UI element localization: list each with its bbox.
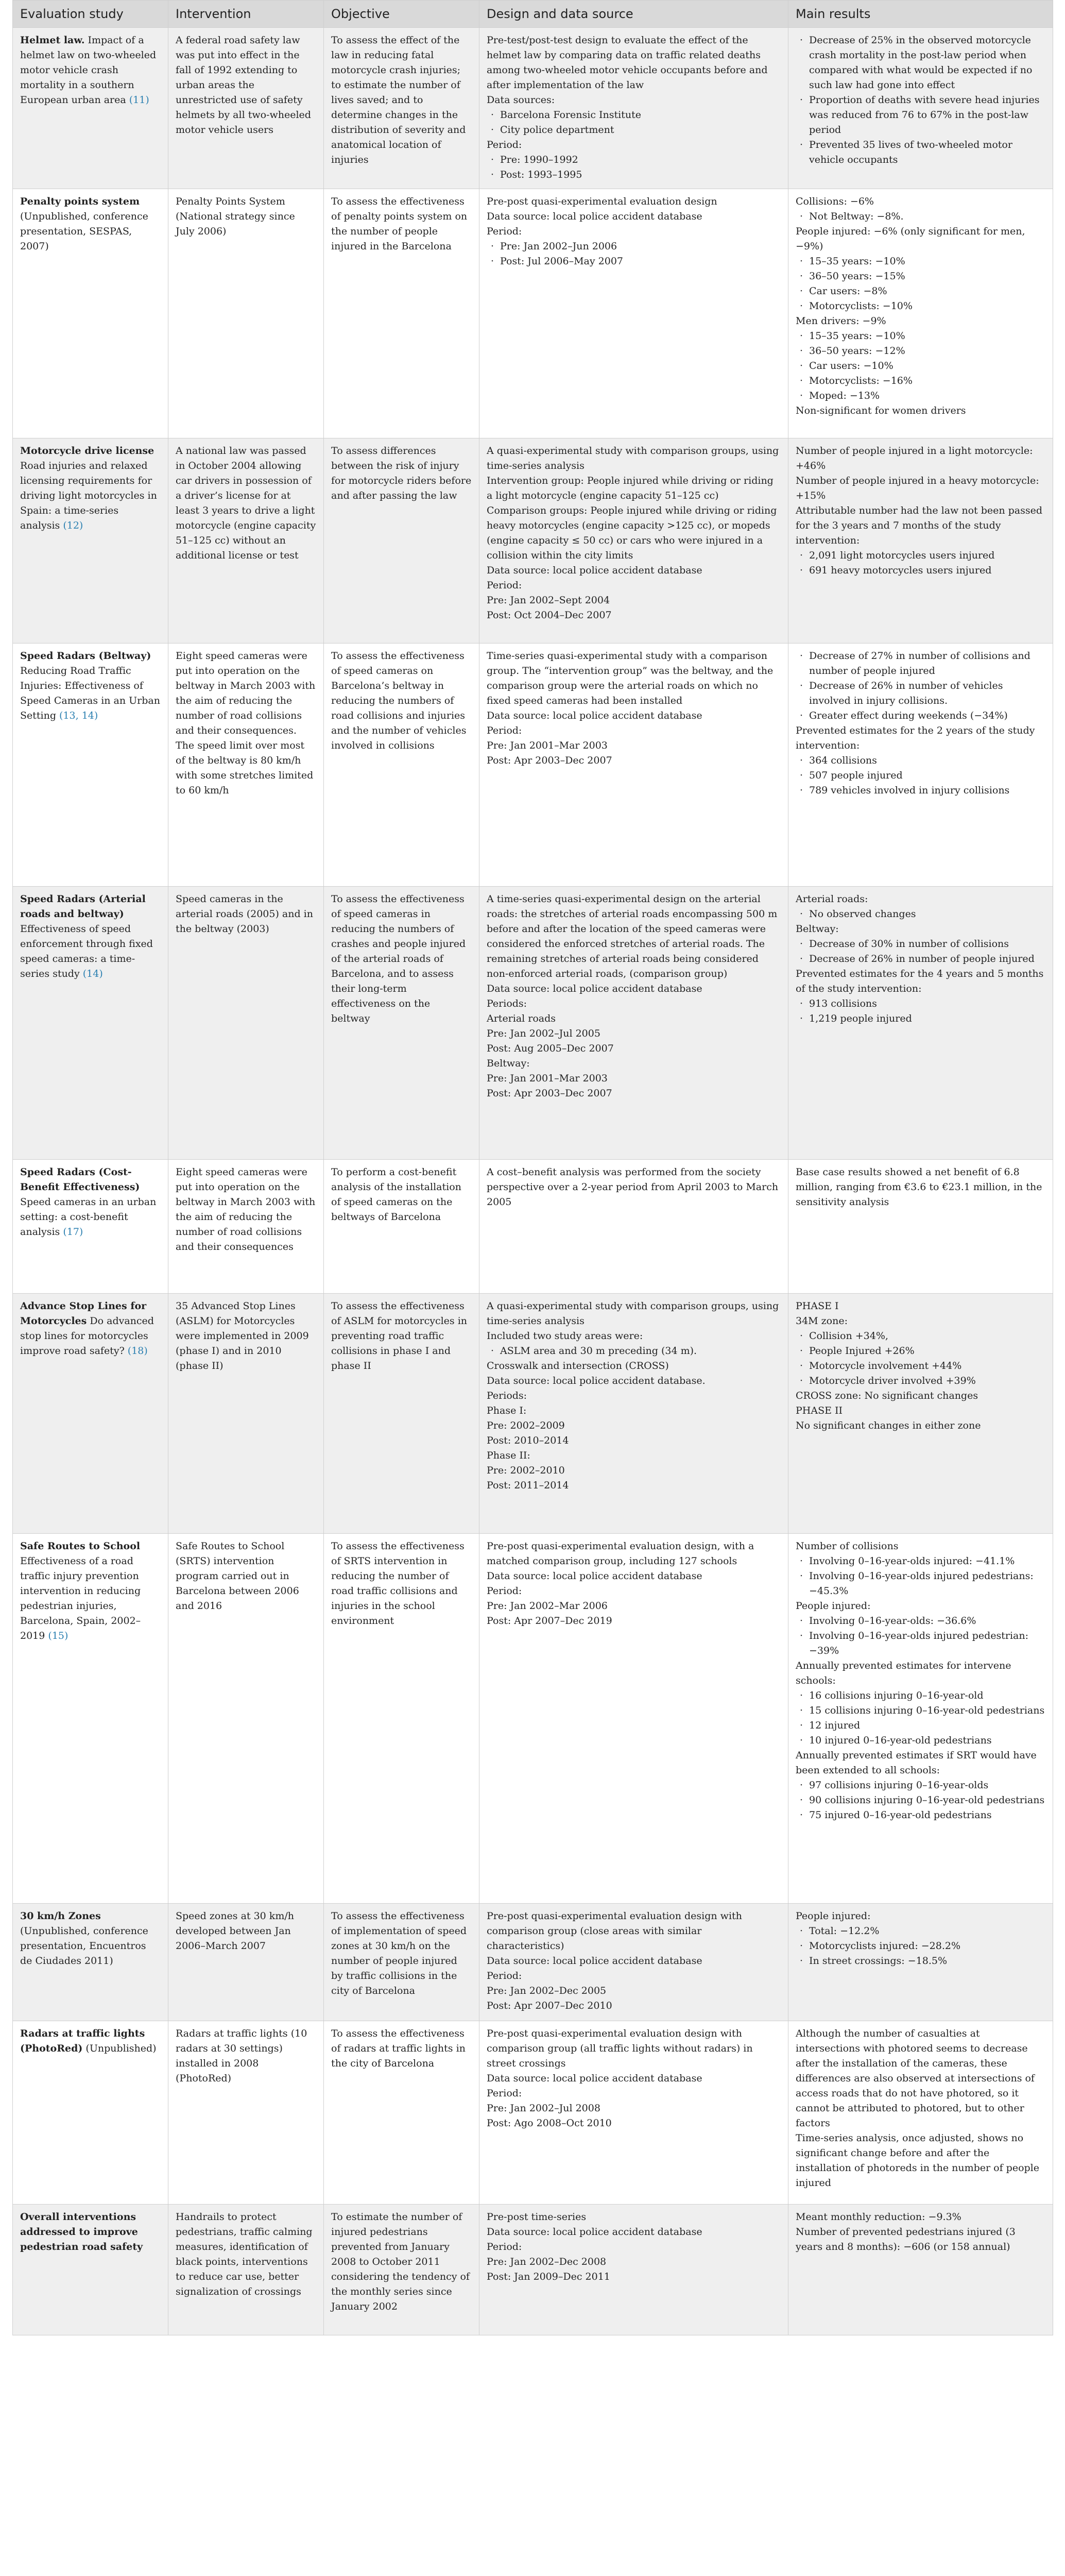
result-line: Time-series analysis, once adjusted, shows no significant change before and after the installation of photoreds in the number of people injured (796, 2132, 1040, 2189)
cell-evaluation-study (13, 2205, 168, 2335)
result-bullet: · Decrease of 26% in number of vehicles involved in injury collisions. (796, 679, 1045, 708)
result-line: Non-significant for women drivers (796, 405, 966, 416)
header-row (13, 1, 1053, 28)
result-bullet: · 15–35 years: −10% (796, 254, 1045, 269)
result-bullet: · Total: −12.2% (796, 1924, 1045, 1939)
result-bullet: · Motorcyclists injured: −28.2% (796, 1939, 1045, 1954)
cell-evaluation-study (13, 887, 168, 1160)
result-bullet: · Involving 0–16-year-olds injured: −41.1% (796, 1554, 1045, 1569)
result-bullet: · Decrease of 25% in the observed motorcycle crash mortality in the post-law period when compared with what would be expected if no such law had gone into effect (796, 33, 1045, 93)
design-line: Pre: Jan 2002–Sept 2004 (487, 595, 610, 606)
design-line: Post: Apr 2007–Dec 2019 (487, 1615, 612, 1626)
design-line: Data source: local police accident database (487, 710, 702, 721)
design-line: Period: (487, 2088, 522, 2099)
cell-objective: To assess the effectiveness of implementation of speed zones at 30 km/h on the number of people injured by traffic collisions in the city of Barcelona (324, 1904, 479, 2021)
design-line: Period: (487, 1585, 522, 1597)
table-body (13, 28, 1053, 2335)
study-subtitle: Road injuries and relaxed licensing requirements for driving light motorcycles in Spain: a time-series analysis (20, 460, 157, 531)
reference-link: (11) (129, 94, 149, 106)
result-line: Annually prevented estimates if SRT would have been extended to all schools: (796, 1750, 1037, 1776)
cell-intervention: Eight speed cameras were put into operation on the beltway in March 2003 with the aim of reducing the number of road collisions and their consequences. The speed limit over most of the beltway is 80 km/h with some stretches limited to 60 km/h (168, 643, 324, 887)
result-bullet: · 12 injured (796, 1718, 1045, 1733)
result-bullet: · 75 injured 0–16-year-old pedestrians (796, 1808, 1045, 1823)
result-line: Annually prevented estimates for intervene schools: (796, 1660, 1011, 1686)
result-bullet: · 97 collisions injuring 0–16-year-olds (796, 1778, 1045, 1793)
cell-design (479, 28, 788, 189)
result-bullet: · Involving 0–16-year-olds injured pedestrians: −45.3% (796, 1569, 1045, 1599)
design-line: A quasi-experimental study with comparison groups, using time-series analysis (487, 445, 779, 471)
design-bullet: · Barcelona Forensic Institute (487, 108, 781, 123)
result-line: Number of people injured in a light motorcycle: +46% (796, 445, 1033, 471)
reference-link: (13, 14) (59, 710, 98, 721)
result-bullet: · Involving 0–16-year-olds injured pedestrian: −39% (796, 1629, 1045, 1658)
result-bullet: · Motorcyclists: −10% (796, 299, 1045, 314)
table-row (13, 2021, 1053, 2205)
cell-main-results (788, 1294, 1053, 1534)
result-bullet: · Decrease of 26% in number of people injured (796, 952, 1045, 967)
cell-objective: To assess the effectiveness of ASLM for motorcycles in preventing road traffic collisions in phase I and phase II (324, 1294, 479, 1534)
result-line: Prevented estimates for the 4 years and 5 months of the study intervention: (796, 968, 1044, 994)
result-line: Although the number of casualties at intersections with photored seems to decrease after the installation of the cameras, these differences are also observed at intersections of access roads that do not have photored, so it cannot be attributed to photored, but to other factors (796, 2028, 1035, 2129)
table-row (13, 438, 1053, 643)
design-bullet: · Pre: 1990–1992 (487, 152, 781, 167)
cell-intervention: Penalty Points System (National strategy since July 2006) (168, 189, 324, 438)
cell-objective: To assess the effectiveness of penalty points system on the number of people injured in the Barcelona (324, 189, 479, 438)
result-line: Number of prevented pedestrians injured (3 years and 8 months): −606 (or 158 annual) (796, 2226, 1016, 2252)
result-bullet: · Decrease of 30% in number of collisions (796, 937, 1045, 952)
design-line: Data source: local police accident database (487, 983, 702, 994)
result-bullet: · 36–50 years: −12% (796, 344, 1045, 359)
result-bullet: · No observed changes (796, 907, 1045, 922)
design-line: Pre-post quasi-experimental evaluation design with comparison group (all traffic lights without radars) in street crossings (487, 2028, 753, 2069)
header-objective: Objective (324, 1, 479, 28)
design-line: Pre: Jan 2002–Dec 2008 (487, 2256, 607, 2267)
result-bullet: · 15 collisions injuring 0–16-year-old pedestrians (796, 1703, 1045, 1718)
table-row (13, 2205, 1053, 2335)
study-title: Speed Radars (Arterial roads and beltway) (20, 893, 146, 920)
design-line: Data source: local police accident database. (487, 1375, 706, 1386)
design-line: Beltway: (487, 1058, 530, 1069)
reference-link: (18) (127, 1345, 148, 1357)
cell-objective: To assess the effectiveness of speed cameras in reducing the numbers of crashes and people injured of the arterial roads of Barcelona, and to assess their long-term effectiveness on the beltway (324, 887, 479, 1160)
design-line: Data source: local police accident database (487, 2073, 702, 2084)
design-line: Post: Ago 2008–Oct 2010 (487, 2117, 612, 2129)
design-bullet: · City police department (487, 123, 781, 138)
cell-objective: To estimate the number of injured pedestrians prevented from January 2008 to October 2011 considering the tendency of the monthly series since January 2002 (324, 2205, 479, 2335)
cell-objective: To assess the effectiveness of radars at traffic lights in the city of Barcelona (324, 2021, 479, 2205)
result-line: PHASE II (796, 1405, 843, 1416)
design-bullet: · ASLM area and 30 m preceding (34 m). (487, 1344, 781, 1359)
design-line: Arterial roads (487, 1013, 556, 1024)
table-row (13, 1294, 1053, 1534)
design-bullet: · Post: 1993–1995 (487, 167, 781, 182)
study-subtitle: Effectiveness of speed enforcement through fixed speed cameras: a time-series study (20, 923, 153, 979)
cell-intervention: Speed zones at 30 km/h developed between Jan 2006–March 2007 (168, 1904, 324, 2021)
study-subtitle: Do advanced stop lines for motorcycles improve road safety? (20, 1315, 154, 1357)
cell-main-results (788, 28, 1053, 189)
design-line: A cost–benefit analysis was performed from the society perspective over a 2-year period from April 2003 to March 2005 (487, 1166, 779, 1208)
design-line: Pre-post time-series (487, 2211, 587, 2223)
result-bullet: · 90 collisions injuring 0–16-year-old pedestrians (796, 1793, 1045, 1808)
cell-objective: To assess differences between the risk of injury for motorcycle riders before and after passing the law (324, 438, 479, 643)
table-row (13, 189, 1053, 438)
design-line: Post: Apr 2003–Dec 2007 (487, 755, 612, 766)
cell-design (479, 2021, 788, 2205)
design-line: Post: 2010–2014 (487, 1435, 569, 1446)
cell-design (479, 643, 788, 887)
result-bullet: · Proportion of deaths with severe head injuries was reduced from 76 to 67% in the post-law period (796, 93, 1045, 138)
header-design: Design and data source (479, 1, 788, 28)
design-line: Data source: local police accident database (487, 1570, 702, 1582)
cell-main-results (788, 1904, 1053, 2021)
design-bullet: · Post: Jul 2006–May 2007 (487, 254, 781, 269)
design-line: Period: (487, 1970, 522, 1981)
cell-design (479, 1160, 788, 1294)
result-line: Attributable number had the law not been passed for the 3 years and 7 months of the study intervention: (796, 505, 1043, 546)
cell-evaluation-study (13, 1160, 168, 1294)
result-line: Arterial roads: (796, 893, 868, 905)
design-line: Phase I: (487, 1405, 527, 1416)
cell-evaluation-study (13, 1294, 168, 1534)
reference-link: (14) (82, 968, 103, 979)
result-line: Base case results showed a net benefit of 6.8 million, ranging from €3.6 to €23.1 million, in the sensitivity analysis (796, 1166, 1042, 1208)
design-line: Data source: local police accident database (487, 565, 702, 576)
result-bullet: · Motorcyclists: −16% (796, 374, 1045, 388)
result-bullet: · Involving 0–16-year-olds: −36.6% (796, 1614, 1045, 1629)
result-line: Number of people injured in a heavy motorcycle: +15% (796, 475, 1039, 501)
cell-main-results (788, 189, 1053, 438)
header-intervention: Intervention (168, 1, 324, 28)
evaluation-table (12, 0, 1053, 2335)
cell-design (479, 1294, 788, 1534)
design-line: Pre: Jan 2001–Mar 2003 (487, 1073, 608, 1084)
design-line: Post: Apr 2007–Dec 2010 (487, 2000, 612, 2011)
result-bullet: · In street crossings: −18.5% (796, 1954, 1045, 1969)
cell-objective: To assess the effectiveness of speed cameras on Barcelona’s beltway in reducing the numbers of road collisions and injuries and the number of vehicles involved in collisions (324, 643, 479, 887)
design-line: Data sources: (487, 94, 555, 106)
result-bullet: · 913 collisions (796, 996, 1045, 1011)
design-bullet: · Pre: Jan 2002–Jun 2006 (487, 239, 781, 254)
result-bullet: · Car users: −8% (796, 284, 1045, 299)
design-line: Included two study areas were: (487, 1330, 643, 1342)
study-title: Speed Radars (Beltway) (20, 650, 151, 662)
cell-evaluation-study (13, 1534, 168, 1904)
result-bullet: · Car users: −10% (796, 359, 1045, 374)
cell-intervention: Radars at traffic lights (10 radars at 30 settings) installed in 2008 (PhotoRed) (168, 2021, 324, 2205)
table-row (13, 887, 1053, 1160)
cell-design (479, 1904, 788, 2021)
design-line: Periods: (487, 1390, 527, 1401)
design-line: Data source: local police accident database (487, 1955, 702, 1967)
study-title: Motorcycle drive license (20, 445, 154, 456)
study-title: Penalty points system (20, 196, 140, 207)
design-line: Period: (487, 580, 522, 591)
cell-evaluation-study (13, 189, 168, 438)
study-subtitle: Impact of a helmet law on two-wheeled motor vehicle crash mortality in a southern European urban area (20, 35, 157, 106)
design-line: A time-series quasi-experimental design on the arterial roads: the stretches of arterial roads encompassing 500 m before and after the location of the speed cameras were considered the enforced stretches of arterial roads. The remaining stretches of arterial roads being considered non-enforced arterial roads, (comparison group) (487, 893, 778, 979)
study-subtitle: Reducing Road Traffic Injuries: Effectiveness of Speed Cameras in an Urban Setting (20, 665, 160, 721)
result-bullet: · 15–35 years: −10% (796, 329, 1045, 344)
design-line: Comparison groups: People injured while driving or riding heavy motorcycles (engine capacity >125 cc), or mopeds (engine capacity ≤ 50 cc) or cars who were injured in a collision within the city limits (487, 505, 777, 561)
design-line: Pre-test/post-test design to evaluate the effect of the helmet law by comparing data on traffic related deaths among two-wheeled motor vehicle occupants before and after implementation of the law (487, 35, 768, 91)
result-bullet: · 16 collisions injuring 0–16-year-old (796, 1688, 1045, 1703)
study-subtitle: (Unpublished, conference presentation, Encuentros de Ciudades 2011) (20, 1925, 148, 1967)
study-subtitle: (Unpublished, conference presentation, SESPAS, 2007) (20, 211, 148, 252)
design-line: Data source: local police accident database (487, 2226, 702, 2238)
cell-intervention: Safe Routes to School (SRTS) intervention program carried out in Barcelona between 2006 and 2016 (168, 1534, 324, 1904)
result-bullet: · 2,091 light motorcycles users injured (796, 548, 1045, 563)
design-line: Period: (487, 2241, 522, 2252)
result-line: No significant changes in either zone (796, 1420, 981, 1431)
result-line: People injured: −6% (only significant for men, −9%) (796, 226, 1025, 252)
table-row (13, 1160, 1053, 1294)
cell-main-results (788, 438, 1053, 643)
result-line: Beltway: (796, 923, 839, 935)
result-line: CROSS zone: No significant changes (796, 1390, 978, 1401)
design-line: Phase II: (487, 1450, 530, 1461)
cell-intervention: Speed cameras in the arterial roads (2005) and in the beltway (2003) (168, 887, 324, 1160)
cell-evaluation-study (13, 438, 168, 643)
cell-main-results (788, 1534, 1053, 1904)
study-subtitle: (Unpublished) (82, 2043, 157, 2054)
result-line: Meant monthly reduction: −9.3% (796, 2211, 961, 2223)
result-bullet: · Not Beltway: −8%. (796, 209, 1045, 224)
study-title: Overall interventions addressed to improve pedestrian road safety (20, 2211, 143, 2252)
design-line: Pre-post quasi-experimental evaluation design (487, 196, 717, 207)
result-line: PHASE I (796, 1300, 839, 1312)
design-line: Post: Jan 2009–Dec 2011 (487, 2271, 610, 2282)
design-line: Period: (487, 725, 522, 736)
cell-objective: To assess the effect of the law in reducing fatal motorcycle crash injuries; to estimate the number of lives saved; and to determine changes in the distribution of severity and anatomical location of injuries (324, 28, 479, 189)
result-bullet: · 507 people injured (796, 768, 1045, 783)
design-line: Pre: Jan 2001–Mar 2003 (487, 740, 608, 751)
result-bullet: · 364 collisions (796, 753, 1045, 768)
result-bullet: · Collision +34%, (796, 1329, 1045, 1344)
table-row (13, 1904, 1053, 2021)
cell-main-results (788, 2205, 1053, 2335)
design-line: Periods: (487, 998, 527, 1009)
result-bullet: · Moped: −13% (796, 388, 1045, 403)
cell-main-results (788, 887, 1053, 1160)
result-bullet: · 1,219 people injured (796, 1011, 1045, 1026)
reference-link: (15) (48, 1630, 68, 1641)
cell-objective: To assess the effectiveness of SRTS intervention in reducing the number of road traffic collisions and injuries in the school environment (324, 1534, 479, 1904)
design-line: Post: 2011–2014 (487, 1480, 569, 1491)
study-title: 30 km/h Zones (20, 1910, 101, 1922)
design-line: Pre: 2002–2010 (487, 1465, 565, 1476)
design-line: Period: (487, 139, 522, 150)
cell-design (479, 438, 788, 643)
result-line: People injured: (796, 1600, 871, 1612)
header-main-results: Main results (788, 1, 1053, 28)
header-evaluation-study: Evaluation study (13, 1, 168, 28)
design-line: Post: Aug 2005–Dec 2007 (487, 1043, 614, 1054)
study-title: Safe Routes to School (20, 1540, 141, 1552)
cell-evaluation-study (13, 643, 168, 887)
study-subtitle: Effectiveness of a road traffic injury prevention intervention in reducing pedestrian injuries, Barcelona, Spain, 2002–2019 (20, 1555, 141, 1641)
study-title: Helmet law. (20, 35, 85, 46)
result-line: 34M zone: (796, 1315, 848, 1327)
cell-main-results (788, 1160, 1053, 1294)
study-title: Speed Radars (Cost-Benefit Effectiveness) (20, 1166, 140, 1193)
cell-main-results (788, 643, 1053, 887)
design-line: Post: Oct 2004–Dec 2007 (487, 609, 612, 621)
design-line: A quasi-experimental study with comparison groups, using time-series analysis (487, 1300, 779, 1327)
cell-intervention: Handrails to protect pedestrians, traffic calming measures, identification of black points, interventions to reduce car use, better signalization of crossings (168, 2205, 324, 2335)
study-title: Advance Stop Lines for Motorcycles (20, 1300, 147, 1327)
cell-evaluation-study (13, 2021, 168, 2205)
result-bullet: · 789 vehicles involved in injury collisions (796, 783, 1045, 798)
design-line: Pre-post quasi-experimental evaluation design with comparison group (close areas with similar characteristics) (487, 1910, 742, 1952)
table-row (13, 1534, 1053, 1904)
reference-link: (12) (63, 520, 83, 531)
result-bullet: · 691 heavy motorcycles users injured (796, 563, 1045, 578)
result-line: Collisions: −6% (796, 196, 874, 207)
design-line: Pre-post quasi-experimental evaluation design, with a matched comparison group, including 127 schools (487, 1540, 754, 1567)
result-bullet: · Motorcycle involvement +44% (796, 1359, 1045, 1374)
result-bullet: · 36–50 years: −15% (796, 269, 1045, 284)
result-bullet: · 10 injured 0–16-year-old pedestrians (796, 1733, 1045, 1748)
result-bullet: · Decrease of 27% in number of collisions and number of people injured (796, 649, 1045, 679)
design-line: Pre: Jan 2002–Jul 2008 (487, 2103, 600, 2114)
cell-design (479, 1534, 788, 1904)
result-line: Men drivers: −9% (796, 315, 886, 327)
cell-intervention: 35 Advanced Stop Lines (ASLM) for Motorcycles were implemented in 2009 (phase I) and in 2010 (phase II) (168, 1294, 324, 1534)
cell-main-results (788, 2021, 1053, 2205)
design-line: Period: (487, 226, 522, 237)
result-line: Number of collisions (796, 1540, 899, 1552)
design-line: Data source: local police accident database (487, 211, 702, 222)
table-row (13, 28, 1053, 189)
design-line: Pre: 2002–2009 (487, 1420, 565, 1431)
design-line: Time-series quasi-experimental study with a comparison group. The “intervention group” was the beltway, and the comparison group were the arterial roads on which no fixed speed cameras had been installed (487, 650, 774, 706)
table-row (13, 643, 1053, 887)
result-line: People injured: (796, 1910, 871, 1922)
study-subtitle: Speed cameras in an urban setting: a cost-benefit analysis (20, 1196, 157, 1238)
result-bullet: · Prevented 35 lives of two-wheeled motor vehicle occupants (796, 138, 1045, 167)
result-bullet: · Motorcycle driver involved +39% (796, 1374, 1045, 1388)
design-line: Post: Apr 2003–Dec 2007 (487, 1088, 612, 1099)
cell-intervention: A federal road safety law was put into effect in the fall of 1992 extending to urban areas the unrestricted use of safety helmets by all two-wheeled motor vehicle users (168, 28, 324, 189)
study-title: Radars at traffic lights (PhotoRed) (20, 2028, 145, 2054)
design-line: Crosswalk and intersection (CROSS) (487, 1360, 669, 1371)
design-line: Intervention group: People injured while driving or riding a light motorcycle (engine capacity 51–125 cc) (487, 475, 774, 501)
result-bullet: · People Injured +26% (796, 1344, 1045, 1359)
cell-design (479, 2205, 788, 2335)
reference-link: (17) (63, 1226, 83, 1238)
cell-evaluation-study (13, 28, 168, 189)
design-line: Pre: Jan 2002–Mar 2006 (487, 1600, 608, 1612)
cell-evaluation-study (13, 1904, 168, 2021)
result-bullet: · Greater effect during weekends (−34%) (796, 708, 1045, 723)
cell-intervention: Eight speed cameras were put into operation on the beltway in March 2003 with the aim of reducing the number of road collisions and their consequences (168, 1160, 324, 1294)
cell-objective: To perform a cost-benefit analysis of the installation of speed cameras on the beltways of Barcelona (324, 1160, 479, 1294)
design-line: Pre: Jan 2002–Dec 2005 (487, 1985, 607, 1996)
cell-design (479, 887, 788, 1160)
cell-design (479, 189, 788, 438)
result-line: Prevented estimates for the 2 years of the study intervention: (796, 725, 1035, 751)
design-line: Pre: Jan 2002–Jul 2005 (487, 1028, 600, 1039)
cell-intervention: A national law was passed in October 2004 allowing car drivers in possession of a driver’s license for at least 3 years to drive a light motorcycle (engine capacity 51–125 cc) without an additional license or test (168, 438, 324, 643)
